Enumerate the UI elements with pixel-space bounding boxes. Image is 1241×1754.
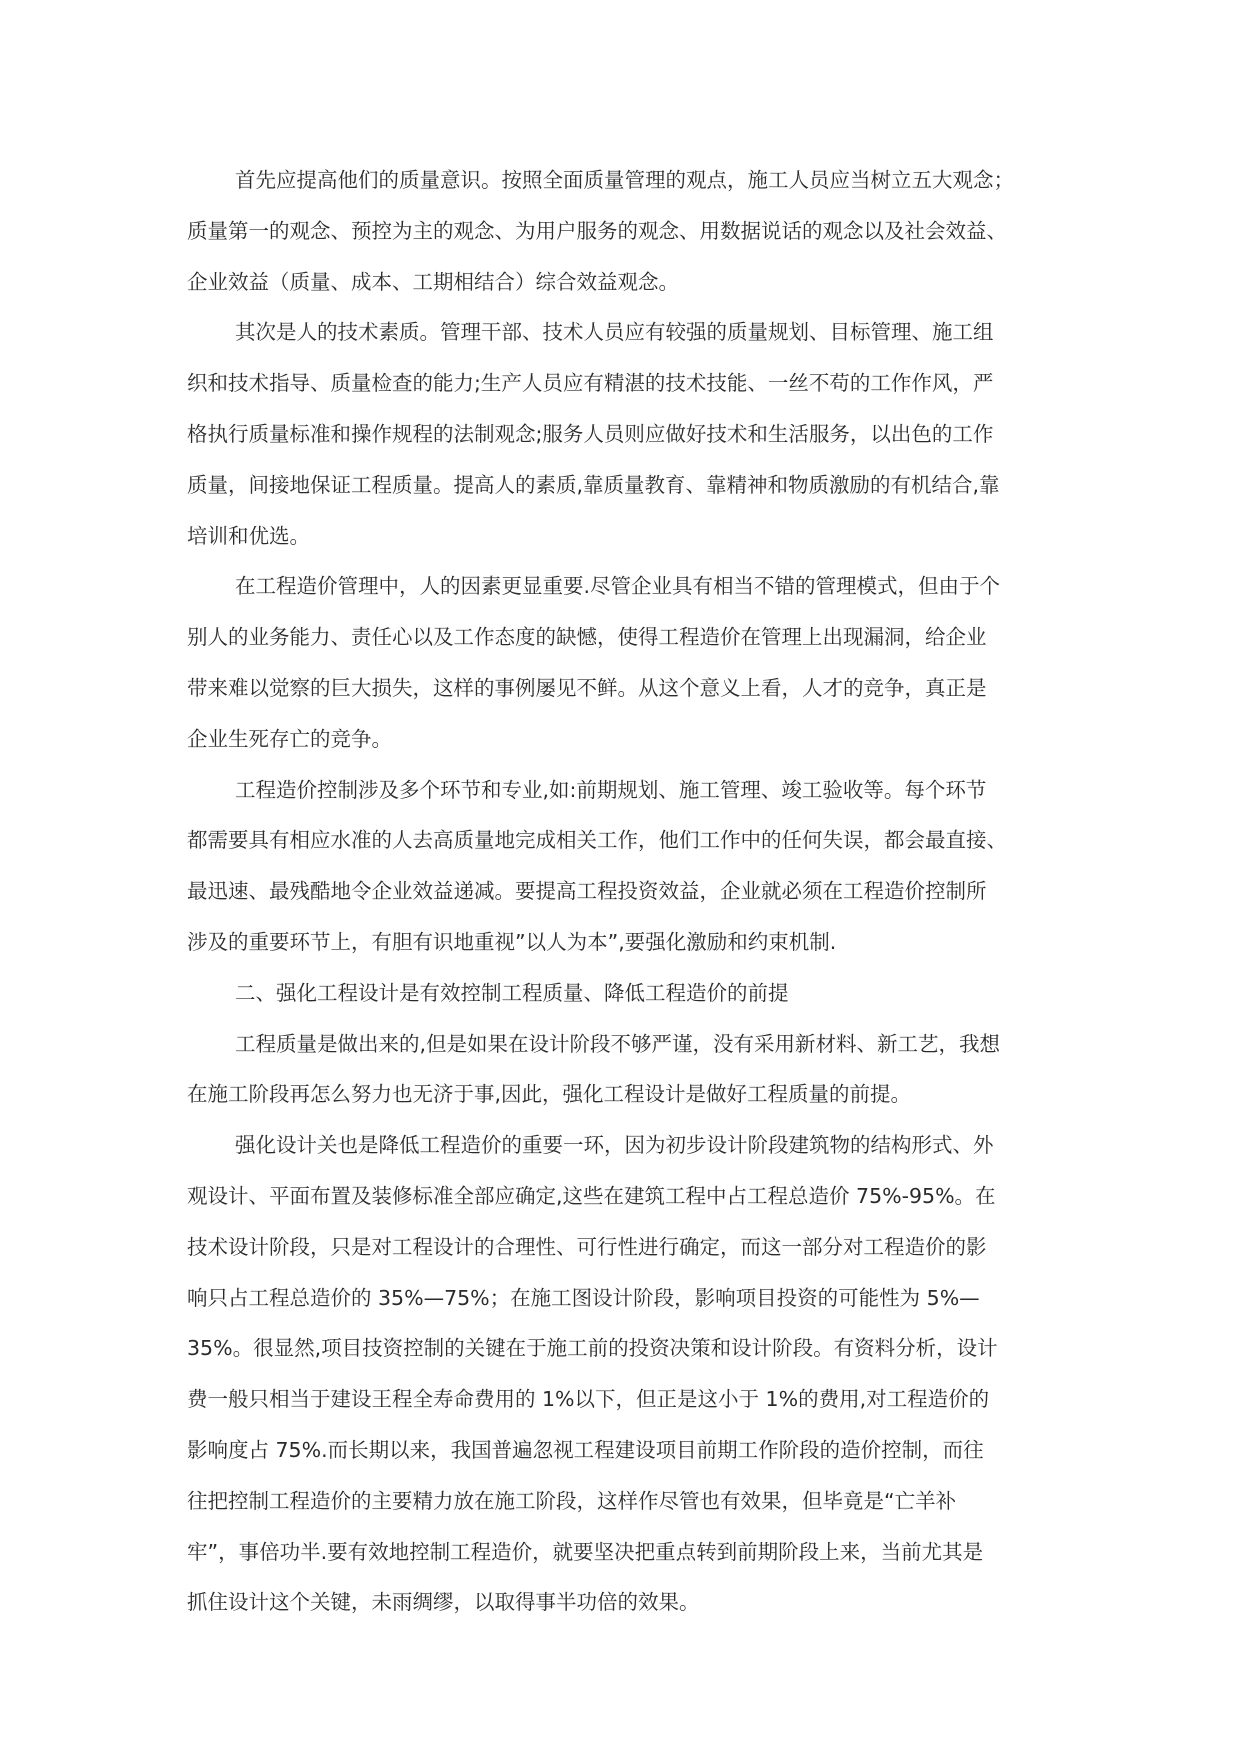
paragraph-line: 影响度占 75%.而长期以来，我国普遍忽视工程建设项目前期工作阶段的造价控制，而往 bbox=[187, 1437, 984, 1462]
paragraph-line: 涉及的重要环节上，有胆有识地重视”以人为本”,要强化激励和约束机制. bbox=[187, 929, 837, 954]
paragraph-first-line: 首先应提高他们的质量意识。按照全面质量管理的观点，施工人员应当树立五大观念； bbox=[235, 168, 1014, 192]
paragraph-line: 都需要具有相应水准的人去高质量地完成相关工作，他们工作中的任何失误，都会最直接、 bbox=[187, 828, 1007, 853]
paragraph-line: 质量，间接地保证工程质量。提高人的素质,靠质量教育、靠精神和物质激励的有机结合,靠 bbox=[187, 472, 1000, 497]
paragraph-line: 质量第一的观念、预控为主的观念、为用户服务的观念、用数据说话的观念以及社会效益、 bbox=[187, 218, 1007, 243]
paragraph-line: 培训和优选。 bbox=[187, 523, 310, 548]
paragraph-line: 费一般只相当于建设王程全寿命费用的 1%以下，但正是这小于 1%的费用,对工程造价的 bbox=[187, 1387, 990, 1412]
paragraph-first-line: 强化设计关也是降低工程造价的重要一环，因为初步设计阶段建筑物的结构形式、外 bbox=[235, 1133, 994, 1158]
paragraph-line: 格执行质量标准和操作规程的法制观念;服务人员则应做好技术和生活服务，以出色的工作 bbox=[187, 421, 994, 446]
paragraph-first-line: 在工程造价管理中，人的因素更显重要.尽管企业具有相当不错的管理模式，但由于个 bbox=[235, 574, 1001, 599]
paragraph-first-line: 其次是人的技术素质。管理干部、技术人员应有较强的质量规划、目标管理、施工组 bbox=[235, 320, 994, 345]
paragraph-first-line: 二、强化工程设计是有效控制工程质量、降低工程造价的前提 bbox=[235, 980, 789, 1005]
paragraph-line: 35%。很显然,项目技资控制的关键在于施工前的投资决策和设计阶段。有资料分析，设计 bbox=[187, 1336, 998, 1361]
paragraph-first-line: 工程造价控制涉及多个环节和专业,如:前期规划、施工管理、竣工验收等。每个环节 bbox=[235, 777, 987, 802]
paragraph-line: 最迅速、最残酷地令企业效益递减。要提高工程投资效益，企业就必须在工程造价控制所 bbox=[187, 879, 987, 904]
paragraph-line: 企业效益（质量、成本、工期相结合）综合效益观念。 bbox=[187, 269, 679, 294]
paragraph-line: 在施工阶段再怎么努力也无济于事,因此，强化工程设计是做好工程质量的前提。 bbox=[187, 1082, 912, 1107]
paragraph-line: 响只占工程总造价的 35%—75%；在施工图设计阶段，影响项目投资的可能性为 5%— bbox=[187, 1285, 980, 1310]
paragraph-line: 观设计、平面布置及装修标准全部应确定,这些在建筑工程中占工程总造价 75%-95%。在 bbox=[187, 1183, 996, 1208]
paragraph-line: 往把控制工程造价的主要精力放在施工阶段，这样作尽管也有效果，但毕竟是“亡羊补 bbox=[187, 1488, 957, 1513]
paragraph-first-line: 工程质量是做出来的,但是如果在设计阶段不够严谨，没有采用新材料、新工艺，我想 bbox=[235, 1031, 1001, 1056]
paragraph-line: 抓住设计这个关键，未雨绸缪，以取得事半功倍的效果。 bbox=[187, 1590, 700, 1615]
paragraph-line: 技术设计阶段，只是对工程设计的合理性、可行性进行确定，而这一部分对工程造价的影 bbox=[187, 1234, 987, 1259]
document-body bbox=[187, 162, 1067, 1635]
paragraph-line: 织和技术指导、质量检查的能力;生产人员应有精湛的技术技能、一丝不苟的工作作风，严 bbox=[187, 371, 994, 396]
paragraph-line: 带来难以觉察的巨大损失，这样的事例屡见不鲜。从这个意义上看，人才的竞争，真正是 bbox=[187, 675, 987, 700]
paragraph-line: 牢”，事倍功半.要有效地控制工程造价，就要坚决把重点转到前期阶段上来，当前尤其是 bbox=[187, 1539, 984, 1564]
paragraph-line: 别人的业务能力、责任心以及工作态度的缺憾，使得工程造价在管理上出现漏洞，给企业 bbox=[187, 625, 987, 650]
paragraph-line: 企业生死存亡的竞争。 bbox=[187, 726, 392, 751]
